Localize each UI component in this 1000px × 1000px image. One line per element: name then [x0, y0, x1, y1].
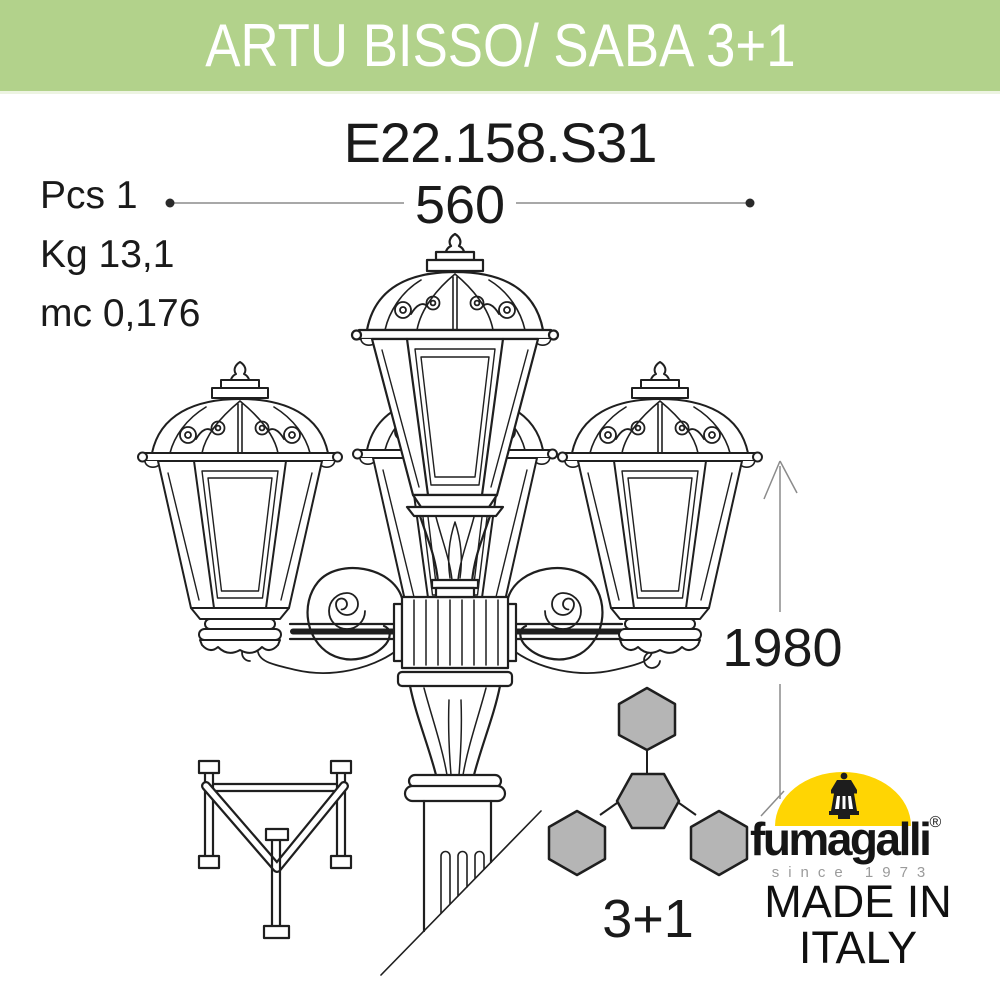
spec-mc: mc 0,176 [40, 292, 201, 335]
product-title: ARTU BISSO/ SABA 3+1 [204, 12, 796, 79]
model-number: E22.158.S31 [343, 111, 657, 174]
width-dimension-label: 560 [414, 175, 506, 235]
brand-wordmark-row [750, 812, 968, 866]
lantern-right [558, 362, 762, 653]
spec-pcs: Pcs 1 [40, 174, 138, 217]
made-in-italy-label [738, 876, 978, 973]
configuration-label: 3+1 [602, 889, 694, 949]
made-in-line2: ITALY [798, 922, 918, 973]
hexagon-center [617, 774, 679, 828]
brand-tagline: since 1973 [771, 864, 935, 881]
hexagon-left [549, 811, 605, 875]
hexagon-top [619, 688, 675, 750]
made-in-line1: MADE IN [764, 876, 952, 927]
mounting-plan-view [199, 761, 351, 938]
break-line [381, 811, 541, 975]
hexagon-right [691, 811, 747, 875]
configuration-diagram [549, 688, 747, 875]
spec-kg: Kg 13,1 [40, 233, 175, 276]
spec-list [40, 166, 200, 343]
lantern-left [138, 362, 342, 653]
height-dimension-label: 1980 [705, 617, 860, 679]
brand-wordmark: fumagalli [750, 813, 930, 865]
registered-trademark-symbol: ® [929, 814, 942, 831]
title-banner [0, 0, 1000, 94]
